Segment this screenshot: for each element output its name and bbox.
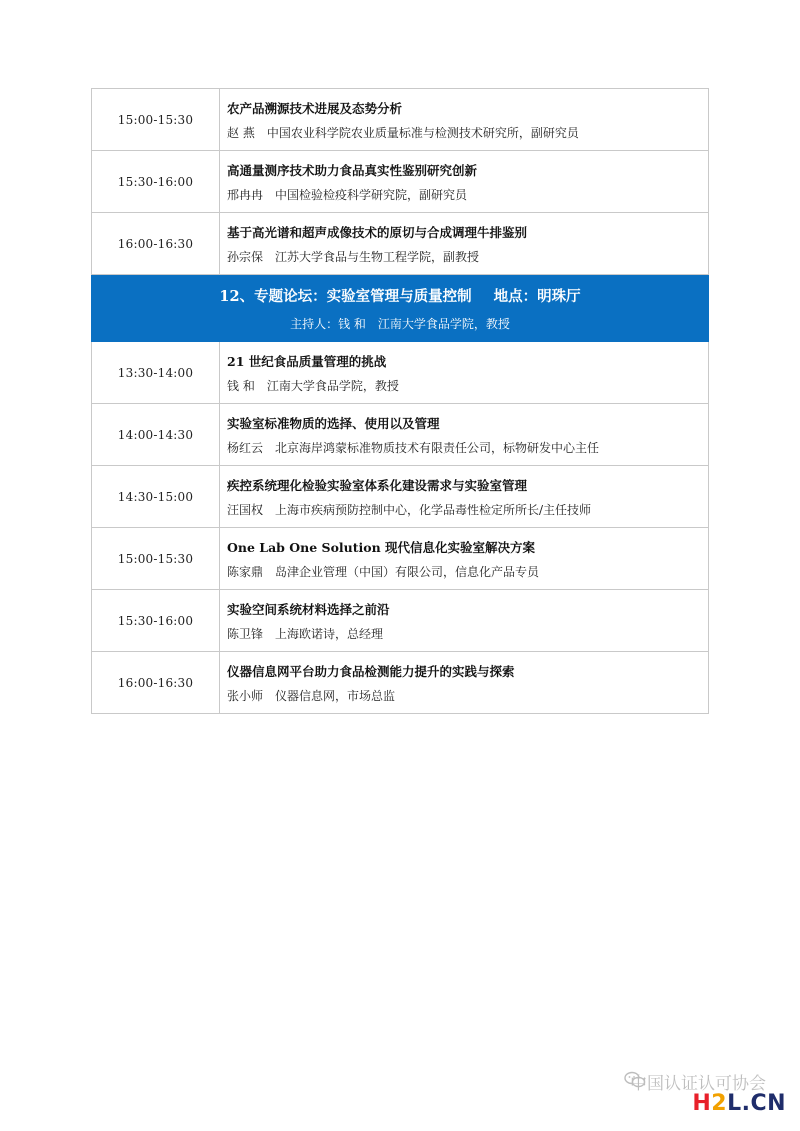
watermark-account-name: 中国认证认可协会 [630,1074,766,1094]
speaker-affiliation: 江苏大学食品与生物工程学院，副教授 [275,250,480,264]
talk-title: 仪器信息网平台助力食品检测能力提升的实践与探索 [227,664,515,679]
speaker-name: 钱 和 [227,379,255,393]
session-host-affiliation: 江南大学食品学院，教授 [377,316,510,331]
speaker-affiliation: 上海欧诺诗，总经理 [275,627,384,641]
speaker-name: 邢冉冉 [227,188,264,202]
talk-cell [220,404,709,466]
talk-time: 16:00-16:30 [92,652,220,714]
speaker-name: 赵 燕 [227,126,255,140]
table-row [92,652,709,714]
table-row [92,213,709,275]
watermark [586,1069,786,1119]
agenda-table [91,88,709,714]
speaker-affiliation: 上海市疾病预防控制中心，化学品毒性检定所所长/主任技师 [275,503,592,517]
speaker-affiliation: 江南大学食品学院，教授 [266,379,399,393]
talk-cell [220,151,709,213]
talk-time: 15:30-16:00 [92,151,220,213]
talk-time: 15:00-15:30 [92,89,220,151]
h2l-logo [692,1091,786,1116]
logo-rest: L.CN [727,1091,786,1116]
speaker-name: 孙宗保 [227,250,264,264]
speaker-name: 杨红云 [227,441,264,455]
talk-title: 农产品溯源技术进展及态势分析 [227,101,403,116]
talk-title: 21 世纪食品质量管理的挑战 [227,354,387,369]
session-host-line [92,316,708,332]
speaker-name: 张小师 [227,689,264,703]
talk-title: One Lab One Solution 现代信息化实验室解决方案 [227,540,536,555]
speaker-affiliation: 中国农业科学院农业质量标准与检测技术研究所，副研究员 [266,126,579,140]
session-title: 12、专题论坛：实验室管理与质量控制 [219,287,472,305]
talk-speaker [227,125,708,141]
session-host: 主持人：钱 和 [290,316,366,331]
speaker-affiliation: 岛津企业管理（中国）有限公司，信息化产品专员 [275,565,540,579]
table-row [92,151,709,213]
talk-title: 高通量测序技术助力食品真实性鉴别研究创新 [227,163,478,178]
table-row [92,590,709,652]
talk-speaker [227,564,708,580]
talk-title: 实验空间系统材料选择之前沿 [227,602,390,617]
speaker-name: 陈卫锋 [227,627,264,641]
talk-time: 14:30-15:00 [92,466,220,528]
speaker-affiliation: 北京海岸鸿蒙标准物质技术有限责任公司，标物研发中心主任 [275,441,600,455]
session-location: 地点：明珠厅 [493,287,581,305]
logo-h: H [692,1091,712,1116]
table-row [92,528,709,590]
speaker-name: 汪国权 [227,503,264,517]
session-header-row [92,275,709,342]
talk-cell [220,89,709,151]
speaker-name: 陈家鼎 [227,565,264,579]
talk-speaker [227,502,708,518]
talk-time: 14:00-14:30 [92,404,220,466]
talk-cell [220,466,709,528]
talk-time: 16:00-16:30 [92,213,220,275]
table-row [92,404,709,466]
table-row [92,466,709,528]
speaker-affiliation: 中国检验检疫科学研究院，副研究员 [275,188,468,202]
talk-speaker [227,187,708,203]
talk-title: 实验室标准物质的选择、使用以及管理 [227,416,440,431]
talk-cell [220,528,709,590]
talk-time: 15:00-15:30 [92,528,220,590]
talk-speaker [227,626,708,642]
speaker-affiliation: 仪器信息网，市场总监 [275,689,396,703]
talk-cell [220,213,709,275]
talk-time: 13:30-14:00 [92,342,220,404]
talk-speaker [227,378,708,394]
talk-cell [220,590,709,652]
logo-2: 2 [711,1091,728,1116]
session-header [92,275,709,342]
talk-title: 疾控系统理化检验实验室体系化建设需求与实验室管理 [227,478,528,493]
table-row [92,89,709,151]
talk-speaker [227,249,708,265]
talk-speaker [227,688,708,704]
talk-title: 基于高光谱和超声成像技术的原切与合成调理牛排鉴别 [227,225,528,240]
talk-speaker [227,440,708,456]
talk-time: 15:30-16:00 [92,590,220,652]
talk-cell [220,342,709,404]
table-row [92,342,709,404]
session-title-line [92,287,708,307]
talk-cell [220,652,709,714]
